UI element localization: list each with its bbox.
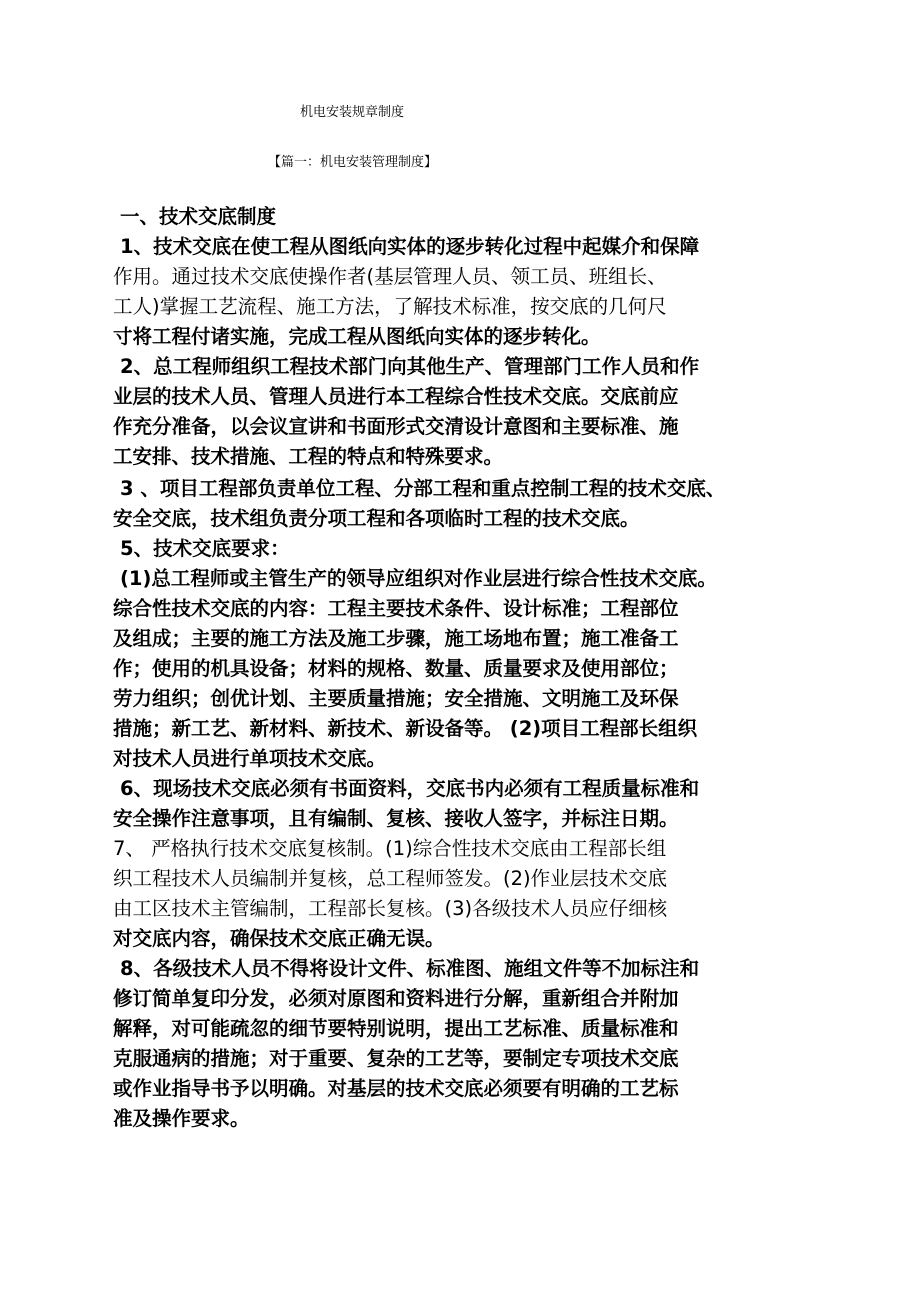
text-line: 准及操作要求。: [113, 1107, 250, 1130]
text-line: 或作业指导书予以明确。对基层的技术交底必须要有明确的工艺标: [113, 1077, 679, 1100]
text-line: 及组成；主要的施工方法及施工步骤，施工场地布置；施工准备工: [113, 627, 679, 650]
text-line: 2、总工程师组织工程技术部门向其他生产、管理部门工作人员和作: [120, 355, 700, 378]
text-line: 安全交底，技术组负责分项工程和各项临时工程的技术交底。: [113, 507, 640, 530]
text-line: 作；使用的机具设备；材料的规格、数量、质量要求及使用部位；: [113, 657, 679, 680]
text-line: 由工区技术主管编制，工程部长复核。(3)各级技术人员应仔细核: [113, 897, 668, 920]
text-line: 修订简单复印分发，必须对原图和资料进行分解，重新组合并附加: [113, 987, 679, 1010]
text-line: 安全操作注意事项，且有编制、复核、接收人签字，并标注日期。: [113, 807, 679, 830]
text-line: 7、 严格执行技术交底复核制。(1)综合性技术交底由工程部长组: [113, 837, 667, 860]
text-line: 作用。通过技术交底使操作者(基层管理人员、领工员、班组长、: [113, 265, 667, 288]
text-line: 工安排、技术措施、工程的特点和特殊要求。: [113, 445, 504, 468]
text-line: 8、各级技术人员不得将设计文件、标准图、施组文件等不加标注和: [120, 957, 700, 980]
document-title: 机电安装规章制度: [300, 105, 405, 120]
text-line: 1、技术交底在使工程从图纸向实体的逐步转化过程中起媒介和保障: [120, 235, 700, 258]
text-line: 措施；新工艺、新材料、新技术、新设备等。 (2)项目工程部长组织: [113, 717, 698, 740]
text-line: 作充分准备，以会议宣讲和书面形式交清设计意图和主要标准、施: [113, 415, 679, 438]
text-line: 业层的技术人员、管理人员进行本工程综合性技术交底。交底前应: [113, 385, 679, 408]
text-line: (1)总工程师或主管生产的领导应组织对作业层进行综合性技术交底。: [120, 567, 717, 590]
text-line: 3 、项目工程部负责单位工程、分部工程和重点控制工程的技术交底、: [120, 477, 726, 500]
document-subtitle: 【篇一：机电安装管理制度】: [268, 155, 438, 170]
text-line: 综合性技术交底的内容：工程主要技术条件、设计标准；工程部位: [113, 597, 679, 620]
text-line: 工人)掌握工艺流程、施工方法，了解技术标准，按交底的几何尺: [113, 295, 667, 318]
text-line: 织工程技术人员编制并复核，总工程师签发。(2)作业层技术交底: [113, 867, 668, 890]
text-line: 寸将工程付诸实施，完成工程从图纸向实体的逐步转化。: [113, 325, 601, 348]
text-line: 解释，对可能疏忽的细节要特别说明，提出工艺标准、质量标准和: [113, 1017, 679, 1040]
text-line: 劳力组织；创优计划、主要质量措施；安全措施、文明施工及环保: [113, 687, 679, 710]
text-line: 克服通病的措施；对于重要、复杂的工艺等，要制定专项技术交底: [113, 1047, 679, 1070]
text-line: 对技术人员进行单项技术交底。: [113, 747, 387, 770]
text-line: 对交底内容，确保技术交底正确无误。: [113, 927, 445, 950]
text-line: 一、技术交底制度: [120, 205, 277, 228]
text-line: 5、技术交底要求：: [120, 537, 290, 560]
text-line: 6、现场技术交底必须有书面资料，交底书内必须有工程质量标准和: [120, 777, 700, 800]
